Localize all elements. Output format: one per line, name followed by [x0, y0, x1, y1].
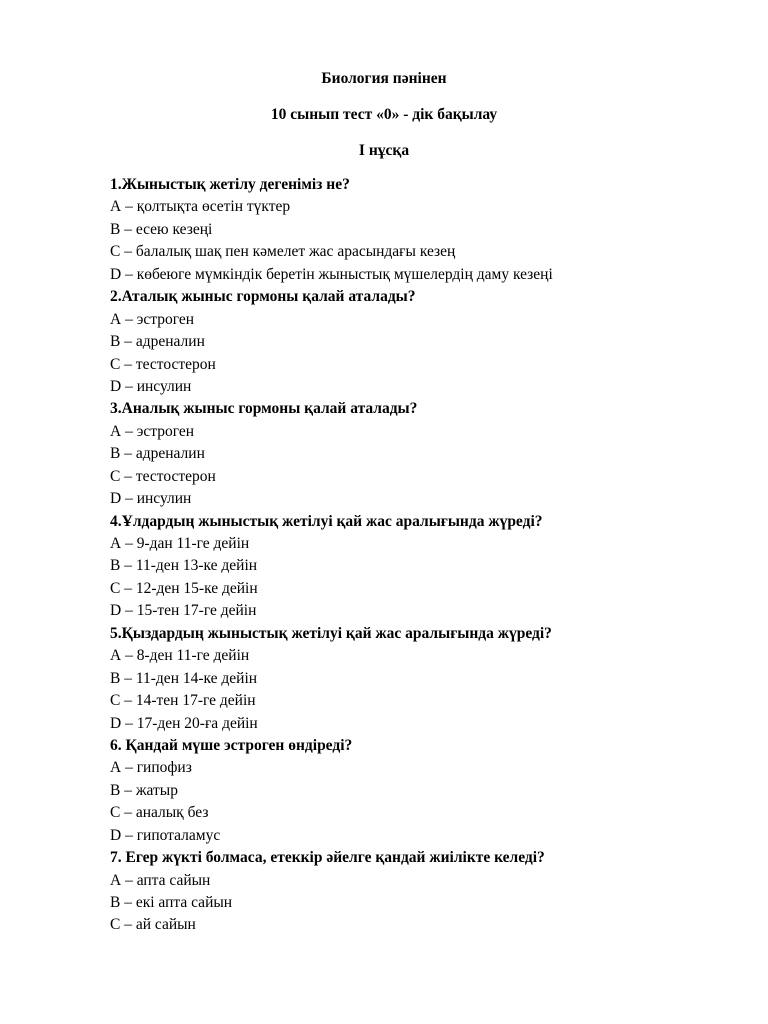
question-4-option-c: С – 12-ден 15-ке дейін — [110, 579, 258, 597]
question-1-option-c: С – балалық шақ пен кәмелет жас арасындағы кезең — [110, 243, 456, 261]
question-3-option-c: С – тестостерон — [110, 467, 216, 485]
question-5-option-c: С – 14-тен 17-ге дейін — [110, 692, 256, 710]
question-7-option-a: А – апта сайын — [110, 871, 211, 889]
question-7: 7. Егер жүкті болмаса, етеккір әйелге қандай жиілікте келеді? — [110, 849, 545, 867]
question-7-option-b: В – екі апта сайын — [110, 894, 233, 911]
question-2-option-a: А – эстроген — [110, 310, 195, 328]
question-3-option-b: В – адреналин — [110, 445, 205, 463]
question-5-option-d: D – 17-ден 20-ға дейін — [110, 714, 258, 732]
question-2: 2.Аталық жыныс гормоны қалай аталады? — [110, 288, 416, 306]
question-3-option-a: А – эстроген — [110, 422, 195, 440]
question-3-option-d: D – инсулин — [110, 490, 192, 508]
question-2-option-c: С – тестостерон — [110, 355, 216, 373]
question-list — [110, 174, 750, 937]
question-1-option-d: D – көбеюге мүмкіндік беретін жыныстық мүшелердің даму кезеңі — [110, 265, 553, 283]
question-4: 4.Ұлдардың жыныстық жетілуі қай жас аралығында жүреді? — [110, 512, 543, 530]
question-2-option-d: D – инсулин — [110, 377, 192, 395]
question-1-option-b: В – есею кезеңі — [110, 220, 213, 238]
question-2-option-b: В – адреналин — [110, 333, 205, 351]
question-4-option-b: В – 11-ден 13-ке дейін — [110, 557, 258, 575]
question-6-option-c: С – аналық без — [110, 804, 209, 822]
question-3: 3.Аналық жыныс гормоны қалай аталады? — [110, 400, 418, 418]
question-1-option-a: А – қолтықта өсетін түктер — [110, 198, 291, 216]
question-1: 1.Жыныстық жетілу дегеніміз не? — [110, 176, 350, 193]
question-7-option-c: С – ай сайын — [110, 916, 196, 934]
question-5: 5.Қыздардың жыныстық жетілуі қай жас аралығында жүреді? — [110, 624, 552, 642]
question-5-option-a: А – 8-ден 11-ге дейін — [110, 647, 250, 665]
question-6: 6. Қандай мүше эстроген өндіреді? — [110, 736, 353, 754]
variant-heading: І нұсқа — [358, 142, 410, 159]
question-5-option-b: В – 11-ден 14-ке дейін — [110, 669, 258, 687]
question-6-option-b: В – жатыр — [110, 781, 178, 799]
question-6-option-d: D – гипоталамус — [110, 826, 221, 844]
subject-heading: Биология пәнінен — [321, 70, 447, 87]
question-4-option-a: А – 9-дан 11-ге дейін — [110, 535, 250, 552]
question-4-option-d: D – 15-тен 17-ге дейін — [110, 602, 257, 620]
test-title: 10 сынып тест «0» - дік бақылау — [270, 106, 498, 123]
question-6-option-a: А – гипофиз — [110, 759, 192, 777]
